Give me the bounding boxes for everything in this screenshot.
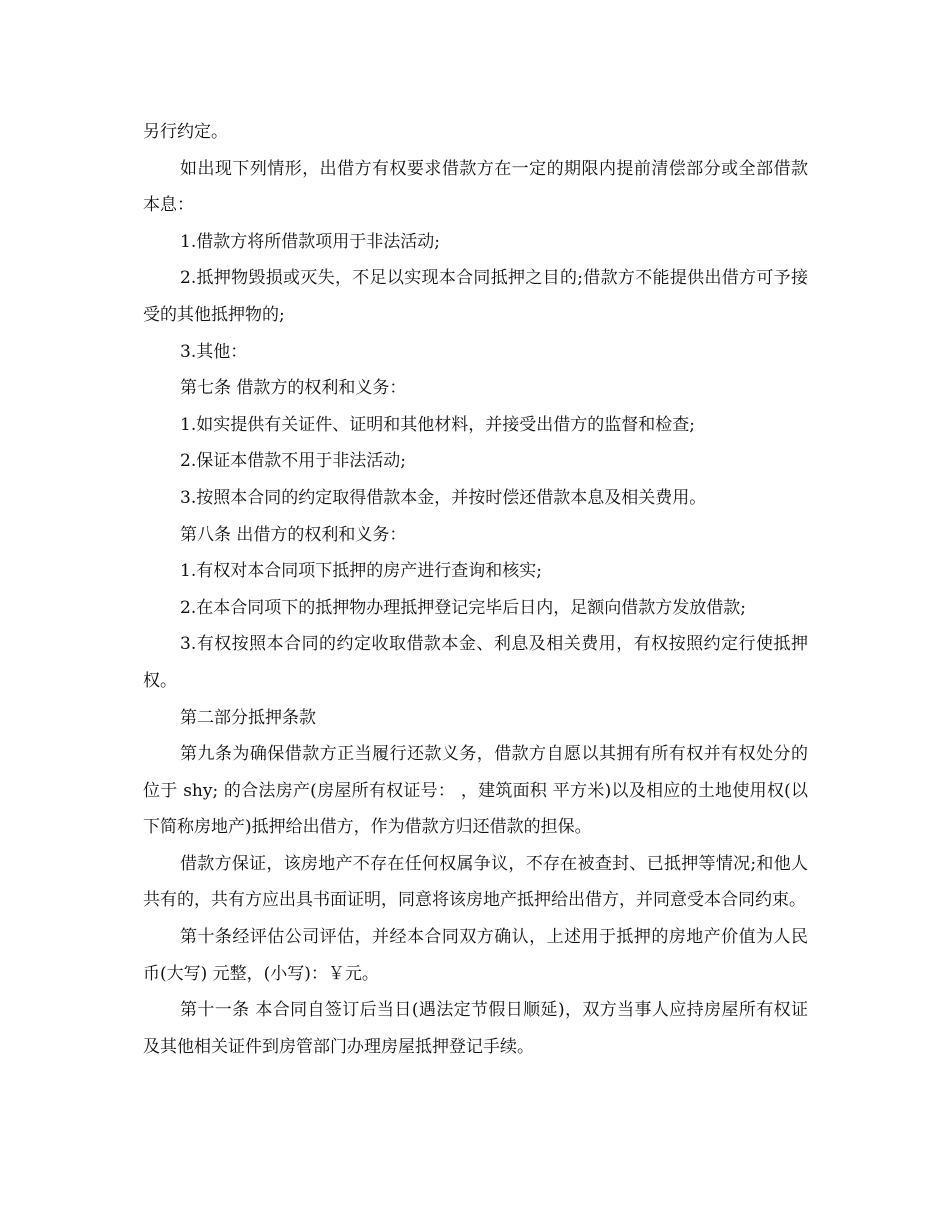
document-body	[143, 114, 808, 1065]
paragraph-11: 1.有权对本合同项下抵押的房产进行查询和核实;	[180, 561, 542, 582]
paragraph-7: 1.如实提供有关证件、证明和其他材料，并接受出借方的监督和检查;	[180, 414, 695, 435]
paragraph-16: 借款方保证，该房地产不存在任何权属争议，不存在被查封、已抵押等情况;和他人共有的，共有方应出具书面证明，同意将该房地产抵押给出借方，并同意受本合同约束。	[143, 853, 808, 911]
paragraph-4: 2.抵押物毁损或灭失，不足以实现本合同抵押之目的;借款方不能提供出借方可予接受的其他抵押物的;	[143, 268, 808, 325]
paragraph-13: 3.有权按照本合同的约定收取借款本金、利息及相关费用，有权按照约定行使抵押权。	[143, 634, 808, 691]
paragraph-18: 第十一条 本合同自签订后当日(遇法定节假日顺延)，双方当事人应持房屋所有权证及其他相关证件到房管部门办理房屋抵押登记手续。	[143, 1000, 808, 1057]
paragraph-17: 第十条经评估公司评估，并经本合同双方确认，上述用于抵押的房地产价值为人民币(大写) 元整，(小写)：￥元。	[143, 927, 808, 984]
paragraph-3: 1.借款方将所借款项用于非法活动;	[180, 231, 440, 252]
paragraph-15: 第九条为确保借款方正当履行还款义务，借款方自愿以其拥有所有权并有权处分的位于 shy; 的合法房产(房屋所有权证号： ，建筑面积 平方米)以及相应的土地使用权(以下简称房地产)抵押给出借方，作为借款方归还借款的担保。	[143, 744, 808, 838]
section-heading-article-8: 第八条 出借方的权利和义务：	[180, 524, 407, 545]
paragraph-1: 另行约定。	[143, 122, 228, 142]
section-heading-part-2: 第二部分抵押条款	[180, 707, 316, 728]
paragraph-8: 2.保证本借款不用于非法活动;	[180, 451, 406, 472]
paragraph-12: 2.在本合同项下的抵押物办理抵押登记完毕后日内，足额向借款方发放借款;	[180, 597, 746, 618]
paragraph-5: 3.其他：	[180, 341, 248, 362]
paragraph-2: 如出现下列情形，出借方有权要求借款方在一定的期限内提前清偿部分或全部借款本息：	[143, 158, 808, 216]
section-heading-article-7: 第七条 借款方的权利和义务：	[180, 378, 407, 399]
paragraph-9: 3.按照本合同的约定取得借款本金，并按时偿还借款本息及相关费用。	[180, 487, 707, 508]
